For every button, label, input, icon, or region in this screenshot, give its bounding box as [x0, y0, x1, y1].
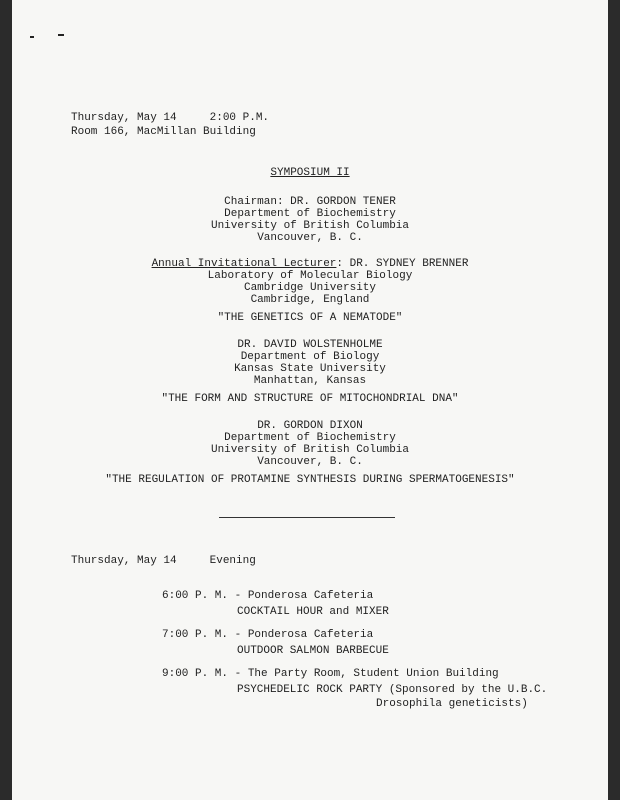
- event-time-1: 6:00 P. M. - Ponderosa Cafeteria: [162, 590, 374, 602]
- event-desc-3-cont: Drosophila geneticists): [376, 698, 528, 710]
- chairman-dept: Department of Biochemistry: [224, 208, 396, 220]
- event-desc-2: OUTDOOR SALMON BARBECUE: [237, 645, 389, 657]
- chairman-city: Vancouver, B. C.: [257, 232, 363, 244]
- event-time-3: 9:00 P. M. - The Party Room, Student Union Building: [162, 668, 499, 680]
- lecturer-lab: Laboratory of Molecular Biology: [207, 270, 413, 282]
- lecturer-university: Cambridge University: [243, 282, 377, 294]
- chairman-name: Chairman: DR. GORDON TENER: [224, 196, 396, 208]
- lecturer-name: : DR. SYDNEY BRENNER: [336, 258, 469, 270]
- speaker2-university: Kansas State University: [234, 363, 386, 375]
- event-time-2: 7:00 P. M. - Ponderosa Cafeteria: [162, 629, 374, 641]
- speaker3-university: University of British Columbia: [210, 444, 410, 456]
- symposium-title: SYMPOSIUM II: [270, 167, 350, 179]
- lecturer-label: Annual Invitational Lecturer: [151, 258, 337, 270]
- speaker2-talk-title: "THE FORM AND STRUCTURE OF MITOCHONDRIAL DNA": [161, 393, 459, 405]
- speaker3-dept: Department of Biochemistry: [224, 432, 396, 444]
- event-desc-1: COCKTAIL HOUR and MIXER: [237, 606, 389, 618]
- speaker3-name: DR. GORDON DIXON: [257, 420, 363, 432]
- section-divider: [219, 517, 395, 518]
- evening-heading: Thursday, May 14 Evening: [71, 555, 256, 567]
- speaker2-name: DR. DAVID WOLSTENHOLME: [237, 339, 383, 351]
- header-location: Room 166, MacMillan Building: [71, 126, 256, 138]
- paper-mark: [30, 36, 34, 38]
- speaker2-dept: Department of Biology: [240, 351, 380, 363]
- lecturer-city: Cambridge, England: [250, 294, 370, 306]
- document-page: [12, 0, 608, 800]
- lecturer-talk-title: "THE GENETICS OF A NEMATODE": [217, 312, 403, 324]
- speaker3-talk-title: "THE REGULATION OF PROTAMINE SYNTHESIS DURING SPERMATOGENESIS": [105, 474, 515, 486]
- speaker2-city: Manhattan, Kansas: [253, 375, 367, 387]
- chairman-university: University of British Columbia: [210, 220, 410, 232]
- event-desc-3: PSYCHEDELIC ROCK PARTY (Sponsored by the U.B.C.: [237, 684, 548, 696]
- paper-mark: [58, 34, 64, 36]
- speaker3-city: Vancouver, B. C.: [257, 456, 363, 468]
- header-date-time: Thursday, May 14 2:00 P.M.: [71, 112, 270, 124]
